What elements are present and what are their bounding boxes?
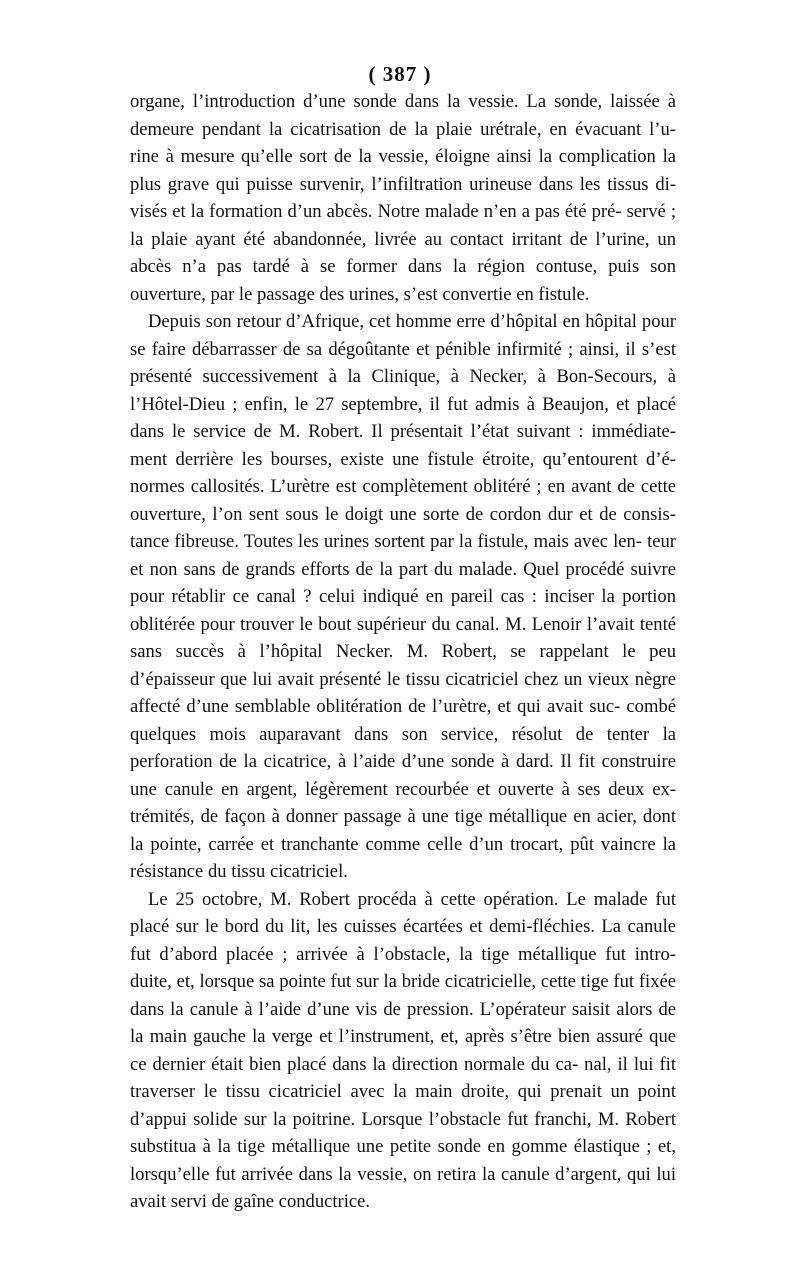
page-number: ( 387 ) (368, 62, 432, 86)
paragraph-2: Depuis son retour d’Afrique, cet homme erre d’hôpital en hôpital pour se faire débarrasser de sa dégoûtante et pénible infirmité ; ainsi, il s’est présenté successivement à la Clinique, à Necker, à Bon-Secours, à l’Hôtel-Dieu ; enfin, le 27 septembre, il fut admis à Beaujon, et placé dans le service de M. Robert. Il présentait l’état suivant : immédiate- ment derrière les bourses, existe une fistule étroite, qu’entourent d’é- normes callosités. L’urètre est complètement oblitéré ; en avant de cette ouverture, l’on sent sous le doigt une sorte de cordon dur et de consis- tance fibreuse. Toutes les urines sortent par la fistule, mais avec len- teur et non sans de grands efforts de la part du malade. Quel procédé suivre pour rétablir ce canal ? celui indiqué en pareil cas : inciser la portion oblitérée pour trouver le bout supérieur du canal. M. Lenoir l’avait tenté sans succès à l’hôpital Necker. M. Robert, se rappelant le peu d’épaisseur que lui avait présenté le tissu cicatriciel chez un vieux nègre affecté d’une semblable oblitération de l’urètre, et qui avait suc- combé quelques mois auparavant dans son service, résolut de tenter la perforation de la cicatrice, à l’aide d’une sonde à dard. Il fit construire une canule en argent, légèrement recourbée et ouverte à ses deux ex- trémités, de façon à donner passage à une tige métallique en acier, dont la pointe, carrée et tranchante comme celle d’un trocart, pût vaincre la résistance du tissu cicatriciel. (130, 311, 676, 882)
paragraph-1: organe, l’introduction d’une sonde dans la vessie. La sonde, laissée à demeure pendant la cicatrisation de la plaie urétrale, en évacuant l’u- rine à mesure qu’elle sort de la vessie, éloigne ainsi la complication la plus grave qui puisse survenir, l’infiltration urineuse dans les tissus di- visés et la formation d’un abcès. Notre malade n’en a pas été pré- servé ; la plaie ayant été abandonnée, livrée au contact irritant de l’urine, un abcès n’a pas tardé à se former dans la région contuse, puis son ouverture, par le passage des urines, s’est convertie en fistule. (130, 91, 676, 305)
paragraph-3: Le 25 octobre, M. Robert procéda à cette opération. Le malade fut placé sur le bord du lit, les cuisses écartées et demi-fléchies. La canule fut d’abord placée ; arrivée à l’obstacle, la tige métallique fut intro- duite, et, lorsque sa pointe fut sur la bride cicatricielle, cette tige fut fixée dans la canule à l’aide d’une vis de pression. L’opérateur saisit alors de la main gauche la verge et l’instrument, et, après s’être bien assuré que ce dernier était bien placé dans la direction normale du ca- nal, il lui fit traverser le tissu cicatriciel avec la main droite, qui prenait un point d’appui solide sur la poitrine. Lorsque l’obstacle fut franchi, M. Robert substitua à la tige métallique une petite sonde en gomme élastique ; et, lorsqu’elle fut arrivée dans la vessie, on retira la canule d’argent, qui lui avait servi de gaîne conductrice. (130, 888, 676, 1212)
body-text (130, 88, 676, 1216)
